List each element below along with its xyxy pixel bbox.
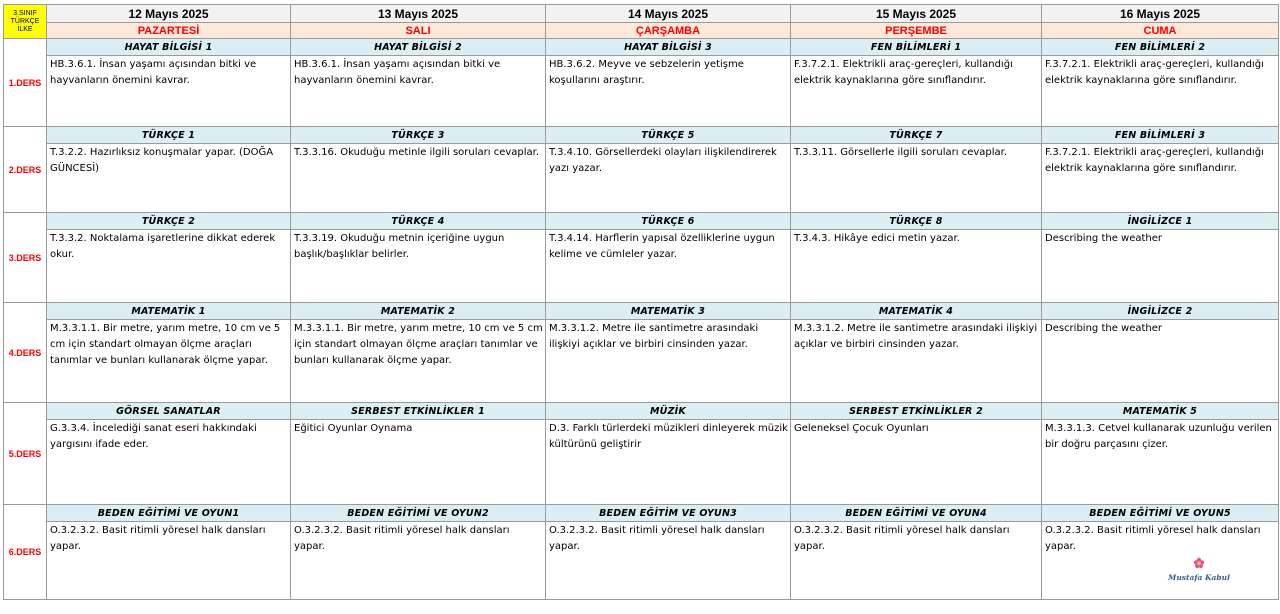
objective-cell: F.3.7.2.1. Elektrikli araç-gereçleri, kullandığı elektrik kaynaklarına göre sınıflandırır.: [791, 56, 1042, 127]
lesson-label-2: 2.DERS: [4, 127, 47, 213]
subject-cell: BEDEN EĞİTİMİ VE OYUN1: [47, 505, 291, 522]
objective-cell: [1042, 522, 1279, 600]
subject-row-3: [4, 213, 1279, 230]
subject-cell: FEN BİLİMLERİ 1: [791, 39, 1042, 56]
objective-cell: HB.3.6.1. İnsan yaşamı açısından bitki ve hayvanların önemini kavrar.: [47, 56, 291, 127]
date-tuesday: 13 Mayıs 2025: [291, 5, 546, 23]
subject-cell: FEN BİLİMLERİ 2: [1042, 39, 1279, 56]
lesson-label-6: 6.DERS: [4, 505, 47, 600]
objective-cell: O.3.2.3.2. Basit ritimli yöresel halk dansları yapar.: [291, 522, 546, 600]
subject-cell: SERBEST ETKİNLİKLER 2: [791, 403, 1042, 420]
subject-cell: İNGİLİZCE 1: [1042, 213, 1279, 230]
subject-cell: BEDEN EĞİTİM VE OYUN3: [546, 505, 791, 522]
lesson-label-5: 5.DERS: [4, 403, 47, 505]
objective-cell: T.3.3.19. Okuduğu metnin içeriğine uygun başlık/başlıklar belirler.: [291, 230, 546, 303]
day-name-row: [4, 23, 1279, 39]
signature-text: Mustafa Kabul: [1168, 573, 1230, 582]
objective-cell: Geleneksel Çocuk Oyunları: [791, 420, 1042, 505]
objective-cell: T.3.4.3. Hikâye edici metin yazar.: [791, 230, 1042, 303]
objective-cell: O.3.2.3.2. Basit ritimli yöresel halk dansları yapar.: [791, 522, 1042, 600]
objective-row-3: [4, 230, 1279, 303]
objective-cell: M.3.3.1.2. Metre ile santimetre arasındaki ilişkiyi açıklar ve birbiri cinsinden yazar.: [791, 320, 1042, 403]
objective-cell: T.3.4.10. Görsellerdeki olayları ilişkilendirerek yazı yazar.: [546, 144, 791, 213]
day-tuesday: SALI: [291, 23, 546, 39]
lesson-label-1: 1.DERS: [4, 39, 47, 127]
objective-cell: F.3.7.2.1. Elektrikli araç-gereçleri, kullandığı elektrik kaynaklarına göre sınıflandırır.: [1042, 56, 1279, 127]
subject-cell: İNGİLİZCE 2: [1042, 303, 1279, 320]
objective-cell: T.3.3.11. Görsellerle ilgili soruları cevaplar.: [791, 144, 1042, 213]
subject-cell: MATEMATİK 2: [291, 303, 546, 320]
subject-cell: BEDEN EĞİTİMİ VE OYUN5: [1042, 505, 1279, 522]
flower-icon: [1193, 557, 1205, 569]
objective-cell: T.3.3.16. Okuduğu metinle ilgili soruları cevaplar.: [291, 144, 546, 213]
objective-row-6: [4, 522, 1279, 600]
objective-cell: M.3.3.1.1. Bir metre, yarım metre, 10 cm ve 5 cm için standart olmayan ölçme araçları tanımlar ve bunları kullanarak ölçme yapar.: [47, 320, 291, 403]
subject-cell: HAYAT BİLGİSİ 1: [47, 39, 291, 56]
objective-cell: Describing the weather: [1042, 230, 1279, 303]
subject-cell: TÜRKÇE 2: [47, 213, 291, 230]
weekly-lesson-plan-table: [3, 4, 1279, 600]
objective-cell: O.3.2.3.2. Basit ritimli yöresel halk dansları yapar.: [47, 522, 291, 600]
corner-line-3: İLKE: [17, 25, 33, 33]
date-row: [4, 5, 1279, 23]
subject-row-6: [4, 505, 1279, 522]
subject-row-1: [4, 39, 1279, 56]
subject-cell: HAYAT BİLGİSİ 2: [291, 39, 546, 56]
objective-cell: Describing the weather: [1042, 320, 1279, 403]
subject-cell: MÜZİK: [546, 403, 791, 420]
objective-cell: O.3.2.3.2. Basit ritimli yöresel halk dansları yapar.: [546, 522, 791, 600]
day-thursday: PERŞEMBE: [791, 23, 1042, 39]
subject-cell: MATEMATİK 5: [1042, 403, 1279, 420]
objective-cell: D.3. Farklı türlerdeki müzikleri dinleyerek müzik kültürünü geliştirir: [546, 420, 791, 505]
objective-cell: T.3.3.2. Noktalama işaretlerine dikkat ederek okur.: [47, 230, 291, 303]
subject-cell: TÜRKÇE 1: [47, 127, 291, 144]
day-monday: PAZARTESİ: [47, 23, 291, 39]
date-monday: 12 Mayıs 2025: [47, 5, 291, 23]
author-signature: [1164, 557, 1234, 591]
subject-cell: TÜRKÇE 5: [546, 127, 791, 144]
objective-cell: M.3.3.1.2. Metre ile santimetre arasındaki ilişkiyi açıklar ve birbiri cinsinden yazar.: [546, 320, 791, 403]
day-friday: CUMA: [1042, 23, 1279, 39]
subject-cell: HAYAT BİLGİSİ 3: [546, 39, 791, 56]
subject-cell: MATEMATİK 4: [791, 303, 1042, 320]
date-thursday: 15 Mayıs 2025: [791, 5, 1042, 23]
subject-row-5: [4, 403, 1279, 420]
subject-cell: TÜRKÇE 7: [791, 127, 1042, 144]
objective-row-4: [4, 320, 1279, 403]
objective-row-5: [4, 420, 1279, 505]
objective-cell: T.3.2.2. Hazırlıksız konuşmalar yapar. (DOĞA GÜNCESİ): [47, 144, 291, 213]
subject-row-4: [4, 303, 1279, 320]
corner-line-2: TÜRKÇE: [10, 17, 40, 25]
objective-cell: G.3.3.4. İncelediği sanat eseri hakkındaki yargısını ifade eder.: [47, 420, 291, 505]
subject-cell: FEN BİLİMLERİ 3: [1042, 127, 1279, 144]
subject-cell: TÜRKÇE 8: [791, 213, 1042, 230]
subject-row-2: [4, 127, 1279, 144]
subject-cell: MATEMATİK 1: [47, 303, 291, 320]
objective-text: O.3.2.3.2. Basit ritimli yöresel halk dansları yapar.: [1045, 525, 1261, 552]
class-corner-label: [4, 5, 47, 39]
corner-line-1: 3.SINIF: [13, 9, 37, 17]
objective-cell: M.3.3.1.3. Cetvel kullanarak uzunluğu verilen bir doğru parçasını çizer.: [1042, 420, 1279, 505]
date-friday: 16 Mayıs 2025: [1042, 5, 1279, 23]
objective-cell: M.3.3.1.1. Bir metre, yarım metre, 10 cm ve 5 cm için standart olmayan ölçme araçları tanımlar ve bunları kullanarak ölçme yapar.: [291, 320, 546, 403]
subject-cell: BEDEN EĞİTİMİ VE OYUN2: [291, 505, 546, 522]
subject-cell: TÜRKÇE 6: [546, 213, 791, 230]
lesson-label-4: 4.DERS: [4, 303, 47, 403]
objective-row-2: [4, 144, 1279, 213]
objective-cell: HB.3.6.1. İnsan yaşamı açısından bitki ve hayvanların önemini kavrar.: [291, 56, 546, 127]
day-wednesday: ÇARŞAMBA: [546, 23, 791, 39]
subject-cell: MATEMATİK 3: [546, 303, 791, 320]
date-wednesday: 14 Mayıs 2025: [546, 5, 791, 23]
subject-cell: SERBEST ETKİNLİKLER 1: [291, 403, 546, 420]
subject-cell: TÜRKÇE 4: [291, 213, 546, 230]
objective-cell: T.3.4.14. Harflerin yapısal özelliklerine uygun kelime ve cümleler yazar.: [546, 230, 791, 303]
objective-cell: HB.3.6.2. Meyve ve sebzelerin yetişme koşullarını araştırır.: [546, 56, 791, 127]
objective-row-1: [4, 56, 1279, 127]
subject-cell: TÜRKÇE 3: [291, 127, 546, 144]
subject-cell: GÖRSEL SANATLAR: [47, 403, 291, 420]
objective-cell: Eğitici Oyunlar Oynama: [291, 420, 546, 505]
objective-cell: F.3.7.2.1. Elektrikli araç-gereçleri, kullandığı elektrik kaynaklarına göre sınıflandırır.: [1042, 144, 1279, 213]
lesson-label-3: 3.DERS: [4, 213, 47, 303]
subject-cell: BEDEN EĞİTİMİ VE OYUN4: [791, 505, 1042, 522]
